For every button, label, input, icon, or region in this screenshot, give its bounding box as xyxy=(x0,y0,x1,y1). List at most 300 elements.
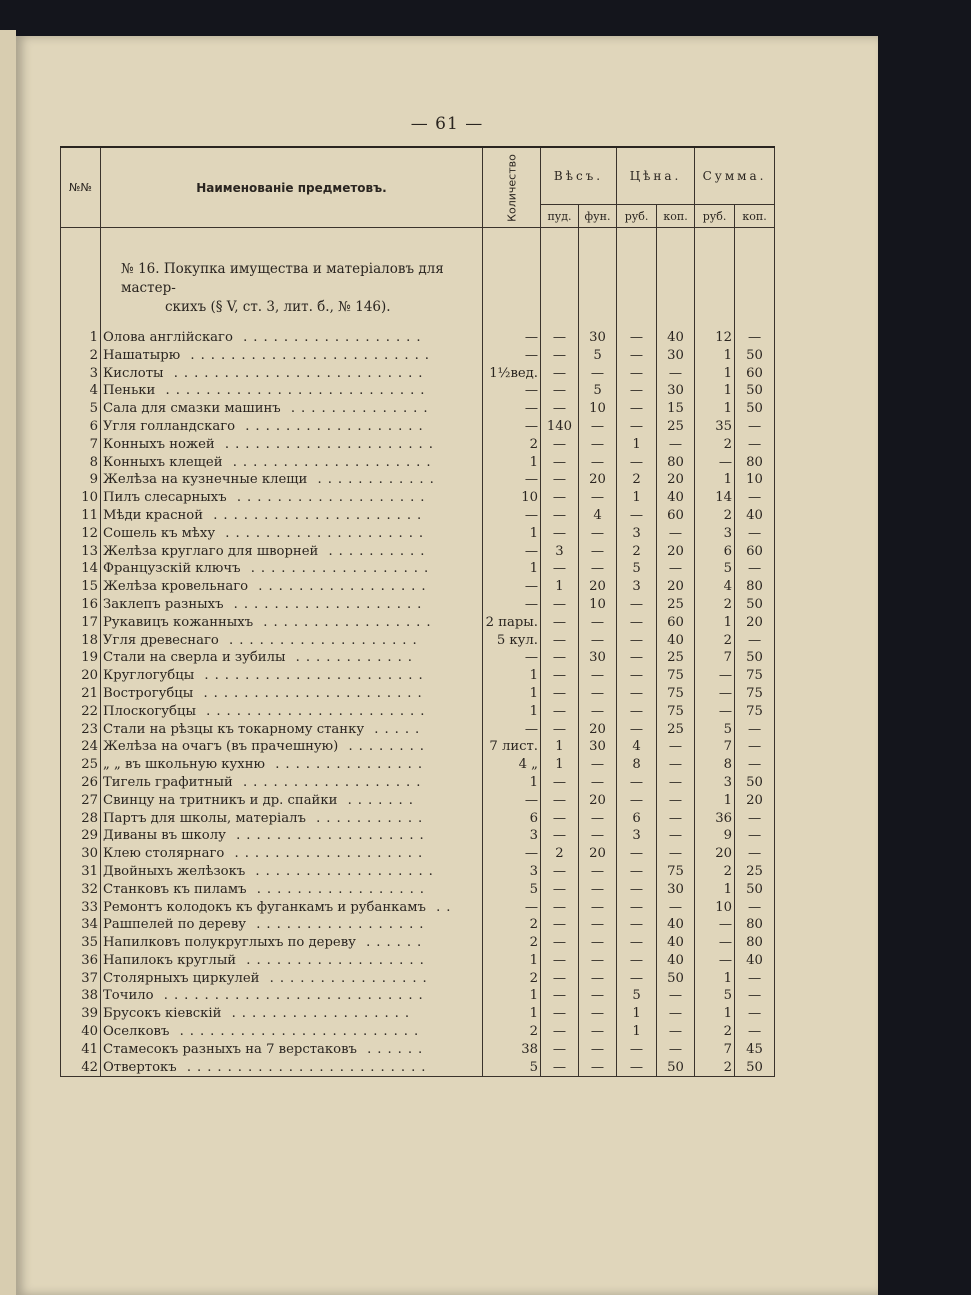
item-name-text: Клею столярнаго xyxy=(103,846,225,862)
item-price-rub: 5 xyxy=(617,987,657,1005)
item-quantity: — xyxy=(483,845,541,863)
item-sum-kop: 75 xyxy=(735,685,775,703)
item-sum-kop: 50 xyxy=(735,596,775,614)
item-name xyxy=(101,560,483,578)
item-price-rub: — xyxy=(617,845,657,863)
item-sum-kop: 75 xyxy=(735,703,775,721)
item-quantity: 5 кул. xyxy=(483,632,541,650)
item-sum-kop: — xyxy=(735,525,775,543)
item-weight-fun: 20 xyxy=(579,471,617,489)
item-sum-rub: 5 xyxy=(695,987,735,1005)
item-sum-rub: 1 xyxy=(695,970,735,988)
leader-dots: ................. xyxy=(246,881,430,897)
item-weight-pud: 1 xyxy=(541,578,579,596)
item-price-kop: — xyxy=(657,365,695,383)
item-name-text: Сала для смазки машинъ xyxy=(103,401,281,417)
leader-dots: ..................... xyxy=(203,507,428,523)
row-number: 41 xyxy=(61,1041,101,1059)
item-name xyxy=(101,454,483,472)
item-name-text: Ремонтъ колодокъ къ фуганкамъ и рубанкамъ xyxy=(103,899,426,915)
item-weight-pud: — xyxy=(541,827,579,845)
item-quantity: — xyxy=(483,649,541,667)
item-price-rub: — xyxy=(617,721,657,739)
leader-dots: .................. xyxy=(221,1006,416,1022)
item-price-kop: 80 xyxy=(657,454,695,472)
table-row xyxy=(61,1023,775,1041)
row-number: 22 xyxy=(61,703,101,721)
item-quantity: 1 xyxy=(483,560,541,578)
row-number: 36 xyxy=(61,952,101,970)
item-sum-rub: 7 xyxy=(695,738,735,756)
item-name xyxy=(101,792,483,810)
item-name-text: Станковъ къ пиламъ xyxy=(103,881,247,897)
item-sum-kop: — xyxy=(735,1023,775,1041)
item-price-kop: 20 xyxy=(657,471,695,489)
item-name xyxy=(101,525,483,543)
item-sum-kop: — xyxy=(735,1005,775,1023)
item-price-rub: 1 xyxy=(617,436,657,454)
row-number: 3 xyxy=(61,365,101,383)
table-row xyxy=(61,952,775,970)
item-price-kop: — xyxy=(657,756,695,774)
item-weight-pud: — xyxy=(541,382,579,400)
item-name-text: Столярныхъ циркулей xyxy=(103,970,260,986)
row-number: 1 xyxy=(61,329,101,347)
item-weight-pud: — xyxy=(541,934,579,952)
item-weight-fun: 20 xyxy=(579,578,617,596)
item-weight-pud: — xyxy=(541,667,579,685)
row-number: 27 xyxy=(61,792,101,810)
row-number: 38 xyxy=(61,987,101,1005)
item-quantity: — xyxy=(483,400,541,418)
item-sum-rub: 1 xyxy=(695,400,735,418)
leader-dots: ........................ xyxy=(180,347,436,363)
item-weight-pud: — xyxy=(541,1023,579,1041)
item-sum-rub: — xyxy=(695,454,735,472)
header-price-rub: руб. xyxy=(617,205,657,228)
item-name xyxy=(101,614,483,632)
item-sum-rub: 2 xyxy=(695,596,735,614)
item-price-rub: — xyxy=(617,970,657,988)
item-price-kop: — xyxy=(657,560,695,578)
item-sum-kop: 80 xyxy=(735,454,775,472)
item-weight-fun: — xyxy=(579,667,617,685)
item-sum-rub: 2 xyxy=(695,632,735,650)
item-price-kop: 75 xyxy=(657,685,695,703)
item-name-text: Отвертокъ xyxy=(103,1059,177,1075)
item-weight-pud: 2 xyxy=(541,845,579,863)
item-sum-kop: — xyxy=(735,738,775,756)
item-price-kop: 25 xyxy=(657,596,695,614)
item-name xyxy=(101,667,483,685)
item-sum-rub: 3 xyxy=(695,774,735,792)
leader-dots: ...................... xyxy=(194,668,429,684)
item-name-text: Желѣза на очагъ (въ прачешную) xyxy=(103,739,339,755)
leader-dots: ........ xyxy=(338,739,430,755)
leader-dots: .................. xyxy=(232,774,427,790)
row-number: 19 xyxy=(61,649,101,667)
item-quantity: — xyxy=(483,899,541,917)
item-sum-kop: 50 xyxy=(735,347,775,365)
item-weight-pud: — xyxy=(541,899,579,917)
item-sum-rub: — xyxy=(695,667,735,685)
item-price-rub: — xyxy=(617,667,657,685)
item-name xyxy=(101,1059,483,1077)
leader-dots: .................. xyxy=(232,330,427,345)
item-weight-fun: — xyxy=(579,614,617,632)
item-quantity: — xyxy=(483,418,541,436)
item-name-text: Сошель къ мѣху xyxy=(103,525,216,541)
item-weight-fun: 10 xyxy=(579,400,617,418)
item-sum-rub: 20 xyxy=(695,845,735,863)
item-name xyxy=(101,916,483,934)
item-sum-kop: 50 xyxy=(735,649,775,667)
item-weight-fun: 5 xyxy=(579,382,617,400)
item-sum-rub: 1 xyxy=(695,382,735,400)
item-sum-rub: 2 xyxy=(695,1059,735,1077)
item-price-kop: 60 xyxy=(657,507,695,525)
item-weight-fun: 4 xyxy=(579,507,617,525)
section-title-line-1: № 16. Покупка имущества и матеріаловъ для мастер- xyxy=(121,261,444,296)
section-heading-row xyxy=(61,228,775,330)
row-number: 42 xyxy=(61,1059,101,1077)
header-pud: пуд. xyxy=(541,205,579,228)
item-name-text: Двойныхъ желѣзокъ xyxy=(103,863,246,879)
goods-table-wrapper xyxy=(60,146,774,1077)
item-name-text: Конныхъ клещей xyxy=(103,454,223,470)
row-number: 6 xyxy=(61,418,101,436)
item-quantity: — xyxy=(483,543,541,561)
item-sum-kop: — xyxy=(735,899,775,917)
item-sum-kop: 50 xyxy=(735,382,775,400)
item-quantity: 1 xyxy=(483,667,541,685)
item-weight-pud: — xyxy=(541,881,579,899)
item-price-kop: 75 xyxy=(657,863,695,881)
item-weight-pud: — xyxy=(541,685,579,703)
item-price-kop: 25 xyxy=(657,721,695,739)
item-name-text: Напилокъ круглый xyxy=(103,952,237,968)
item-price-rub: 2 xyxy=(617,543,657,561)
item-quantity: — xyxy=(483,471,541,489)
header-price-kop: коп. xyxy=(657,205,695,228)
item-name-text: Желѣза круглаго для шворней xyxy=(103,543,319,559)
item-weight-pud: — xyxy=(541,329,579,347)
facing-page-edge xyxy=(0,30,16,1295)
item-weight-pud: — xyxy=(541,1041,579,1059)
item-weight-fun: — xyxy=(579,632,617,650)
item-sum-rub: 7 xyxy=(695,649,735,667)
table-row xyxy=(61,543,775,561)
item-quantity: 5 xyxy=(483,1059,541,1077)
table-body xyxy=(61,228,775,1077)
item-quantity: 3 xyxy=(483,863,541,881)
item-price-kop: 25 xyxy=(657,418,695,436)
item-sum-rub: 35 xyxy=(695,418,735,436)
item-name xyxy=(101,721,483,739)
item-weight-pud: 140 xyxy=(541,418,579,436)
item-weight-fun: — xyxy=(579,489,617,507)
table-row xyxy=(61,418,775,436)
item-weight-pud: — xyxy=(541,970,579,988)
item-price-rub: — xyxy=(617,899,657,917)
item-weight-pud: — xyxy=(541,454,579,472)
leader-dots: ........................ xyxy=(169,1024,425,1040)
item-price-kop: — xyxy=(657,810,695,828)
item-weight-fun: 10 xyxy=(579,596,617,614)
item-price-kop: 30 xyxy=(657,382,695,400)
item-quantity: 10 xyxy=(483,489,541,507)
item-weight-pud: — xyxy=(541,596,579,614)
table-row xyxy=(61,863,775,881)
item-sum-kop: — xyxy=(735,845,775,863)
item-name xyxy=(101,507,483,525)
item-price-rub: — xyxy=(617,934,657,952)
item-weight-pud: — xyxy=(541,792,579,810)
item-weight-fun: — xyxy=(579,934,617,952)
item-price-kop: — xyxy=(657,792,695,810)
item-quantity: 2 xyxy=(483,970,541,988)
item-name xyxy=(101,756,483,774)
item-sum-rub: 1 xyxy=(695,347,735,365)
item-weight-fun: — xyxy=(579,952,617,970)
leader-dots: ................ xyxy=(259,970,433,986)
item-sum-kop: 60 xyxy=(735,543,775,561)
item-price-kop: 40 xyxy=(657,489,695,507)
row-number: 35 xyxy=(61,934,101,952)
item-sum-rub: — xyxy=(695,952,735,970)
row-number: 7 xyxy=(61,436,101,454)
header-name: Наименованіе предметовъ. xyxy=(101,147,483,228)
item-sum-rub: 4 xyxy=(695,578,735,596)
item-sum-rub: 6 xyxy=(695,543,735,561)
item-sum-rub: 1 xyxy=(695,471,735,489)
page-number: — 61 — xyxy=(410,114,484,134)
item-name-text: Кислоты xyxy=(103,365,164,381)
item-price-rub: 3 xyxy=(617,525,657,543)
item-price-kop: 30 xyxy=(657,347,695,365)
item-name-text: Брусокъ кіевскій xyxy=(103,1006,222,1022)
item-name-text: Круглогубцы xyxy=(103,668,195,684)
table-row xyxy=(61,756,775,774)
item-sum-kop: — xyxy=(735,329,775,347)
item-weight-fun: — xyxy=(579,436,617,454)
table-row xyxy=(61,721,775,739)
header-fun: фун. xyxy=(579,205,617,228)
item-weight-pud: — xyxy=(541,721,579,739)
item-weight-pud: — xyxy=(541,400,579,418)
item-sum-rub: 9 xyxy=(695,827,735,845)
row-number: 32 xyxy=(61,881,101,899)
row-number: 14 xyxy=(61,560,101,578)
item-price-kop: 50 xyxy=(657,1059,695,1077)
row-number: 31 xyxy=(61,863,101,881)
item-sum-kop: 50 xyxy=(735,1059,775,1077)
item-sum-rub: 1 xyxy=(695,792,735,810)
leader-dots: .................. xyxy=(240,561,435,577)
item-sum-kop: — xyxy=(735,987,775,1005)
item-name-text: Заклепъ разныхъ xyxy=(103,596,224,612)
row-number: 25 xyxy=(61,756,101,774)
leader-dots: ........................ xyxy=(176,1059,432,1075)
row-number: 5 xyxy=(61,400,101,418)
item-weight-pud: — xyxy=(541,347,579,365)
item-quantity: 2 пары. xyxy=(483,614,541,632)
item-sum-rub: 2 xyxy=(695,436,735,454)
item-price-rub: — xyxy=(617,347,657,365)
item-sum-kop: 20 xyxy=(735,614,775,632)
item-price-kop: 40 xyxy=(657,632,695,650)
leader-dots: ................. xyxy=(248,579,432,595)
item-sum-rub: 12 xyxy=(695,329,735,347)
item-sum-kop: — xyxy=(735,756,775,774)
item-name xyxy=(101,934,483,952)
item-name xyxy=(101,810,483,828)
item-weight-fun: — xyxy=(579,1059,617,1077)
item-weight-fun: — xyxy=(579,1005,617,1023)
item-weight-fun: — xyxy=(579,1041,617,1059)
item-name-text: Угля древеснаго xyxy=(103,632,219,648)
item-weight-fun: — xyxy=(579,418,617,436)
row-number: 15 xyxy=(61,578,101,596)
header-price: Цѣна. xyxy=(617,147,695,205)
item-price-kop: 30 xyxy=(657,881,695,899)
item-price-rub: — xyxy=(617,774,657,792)
item-price-rub: — xyxy=(617,632,657,650)
row-number: 21 xyxy=(61,685,101,703)
leader-dots: .............. xyxy=(280,401,434,417)
row-number: 34 xyxy=(61,916,101,934)
row-number: 20 xyxy=(61,667,101,685)
table-row xyxy=(61,1041,775,1059)
leader-dots: ...... xyxy=(356,1041,429,1057)
item-quantity: 1 xyxy=(483,774,541,792)
item-sum-kop: 40 xyxy=(735,952,775,970)
item-price-kop: — xyxy=(657,1023,695,1041)
leader-dots: ....... xyxy=(337,792,419,808)
item-name xyxy=(101,863,483,881)
item-weight-fun: — xyxy=(579,560,617,578)
leader-dots: ................... xyxy=(225,828,430,844)
item-sum-rub: 10 xyxy=(695,899,735,917)
row-number: 33 xyxy=(61,899,101,917)
item-name-text: Оселковъ xyxy=(103,1024,170,1040)
item-price-kop: — xyxy=(657,525,695,543)
header-weight: Вѣсъ. xyxy=(541,147,617,205)
item-name xyxy=(101,347,483,365)
item-weight-fun: — xyxy=(579,685,617,703)
row-number: 18 xyxy=(61,632,101,650)
item-weight-pud: 1 xyxy=(541,738,579,756)
item-weight-pud: — xyxy=(541,471,579,489)
table-row xyxy=(61,881,775,899)
document-page xyxy=(16,36,878,1295)
item-price-rub: — xyxy=(617,952,657,970)
item-name xyxy=(101,329,483,347)
item-quantity: 2 xyxy=(483,1023,541,1041)
item-quantity: 2 xyxy=(483,934,541,952)
item-name-text: Олова англійскаго xyxy=(103,330,233,345)
table-row xyxy=(61,400,775,418)
item-sum-kop: 50 xyxy=(735,774,775,792)
item-weight-pud: — xyxy=(541,525,579,543)
row-number: 39 xyxy=(61,1005,101,1023)
item-sum-rub: 5 xyxy=(695,560,735,578)
table-row xyxy=(61,614,775,632)
item-sum-kop: 75 xyxy=(735,667,775,685)
item-name xyxy=(101,899,483,917)
item-sum-rub: — xyxy=(695,934,735,952)
item-name-text: Вострогубцы xyxy=(103,685,194,701)
item-weight-pud: — xyxy=(541,614,579,632)
item-price-kop: 40 xyxy=(657,952,695,970)
item-name xyxy=(101,827,483,845)
item-quantity: — xyxy=(483,578,541,596)
row-number: 4 xyxy=(61,382,101,400)
item-price-kop: — xyxy=(657,1005,695,1023)
table-row xyxy=(61,507,775,525)
item-name-text: Желѣза кровельнаго xyxy=(103,579,249,595)
item-quantity: 1 xyxy=(483,454,541,472)
item-quantity: 1 xyxy=(483,987,541,1005)
item-name xyxy=(101,1005,483,1023)
row-number: 12 xyxy=(61,525,101,543)
item-weight-fun: 20 xyxy=(579,721,617,739)
table-row xyxy=(61,471,775,489)
item-sum-kop: 80 xyxy=(735,578,775,596)
item-quantity: — xyxy=(483,329,541,347)
header-quantity xyxy=(483,147,541,228)
item-weight-fun: — xyxy=(579,525,617,543)
item-weight-pud: — xyxy=(541,810,579,828)
item-sum-rub: 14 xyxy=(695,489,735,507)
item-price-rub: — xyxy=(617,1041,657,1059)
table-row xyxy=(61,934,775,952)
item-price-kop: 20 xyxy=(657,578,695,596)
item-weight-fun: 30 xyxy=(579,738,617,756)
leader-dots: .......................... xyxy=(155,383,431,399)
item-sum-rub: 2 xyxy=(695,863,735,881)
item-weight-fun: 20 xyxy=(579,792,617,810)
item-weight-fun: — xyxy=(579,543,617,561)
item-sum-rub: — xyxy=(695,703,735,721)
item-name xyxy=(101,703,483,721)
leader-dots: .......................... xyxy=(153,988,429,1004)
item-name xyxy=(101,365,483,383)
leader-dots: ................... xyxy=(223,596,428,612)
row-number: 2 xyxy=(61,347,101,365)
item-price-kop: — xyxy=(657,987,695,1005)
item-quantity: — xyxy=(483,382,541,400)
item-price-rub: — xyxy=(617,382,657,400)
item-price-kop: 40 xyxy=(657,916,695,934)
item-price-kop: — xyxy=(657,845,695,863)
item-name-text: Диваны въ школу xyxy=(103,828,226,844)
item-price-kop: — xyxy=(657,436,695,454)
leader-dots: ..................... xyxy=(214,436,439,452)
leader-dots: ..... xyxy=(364,721,426,737)
leader-dots: ............ xyxy=(285,650,418,666)
item-weight-pud: — xyxy=(541,774,579,792)
section-title-line-2: скихъ (§ V, ст. 3, лит. б., № 146). xyxy=(165,299,391,315)
leader-dots: ................... xyxy=(226,490,431,506)
item-weight-pud: — xyxy=(541,703,579,721)
item-name xyxy=(101,489,483,507)
item-weight-fun: — xyxy=(579,756,617,774)
table-row xyxy=(61,738,775,756)
item-quantity: 38 xyxy=(483,1041,541,1059)
leader-dots: ................. xyxy=(246,917,430,933)
item-sum-kop: 80 xyxy=(735,916,775,934)
